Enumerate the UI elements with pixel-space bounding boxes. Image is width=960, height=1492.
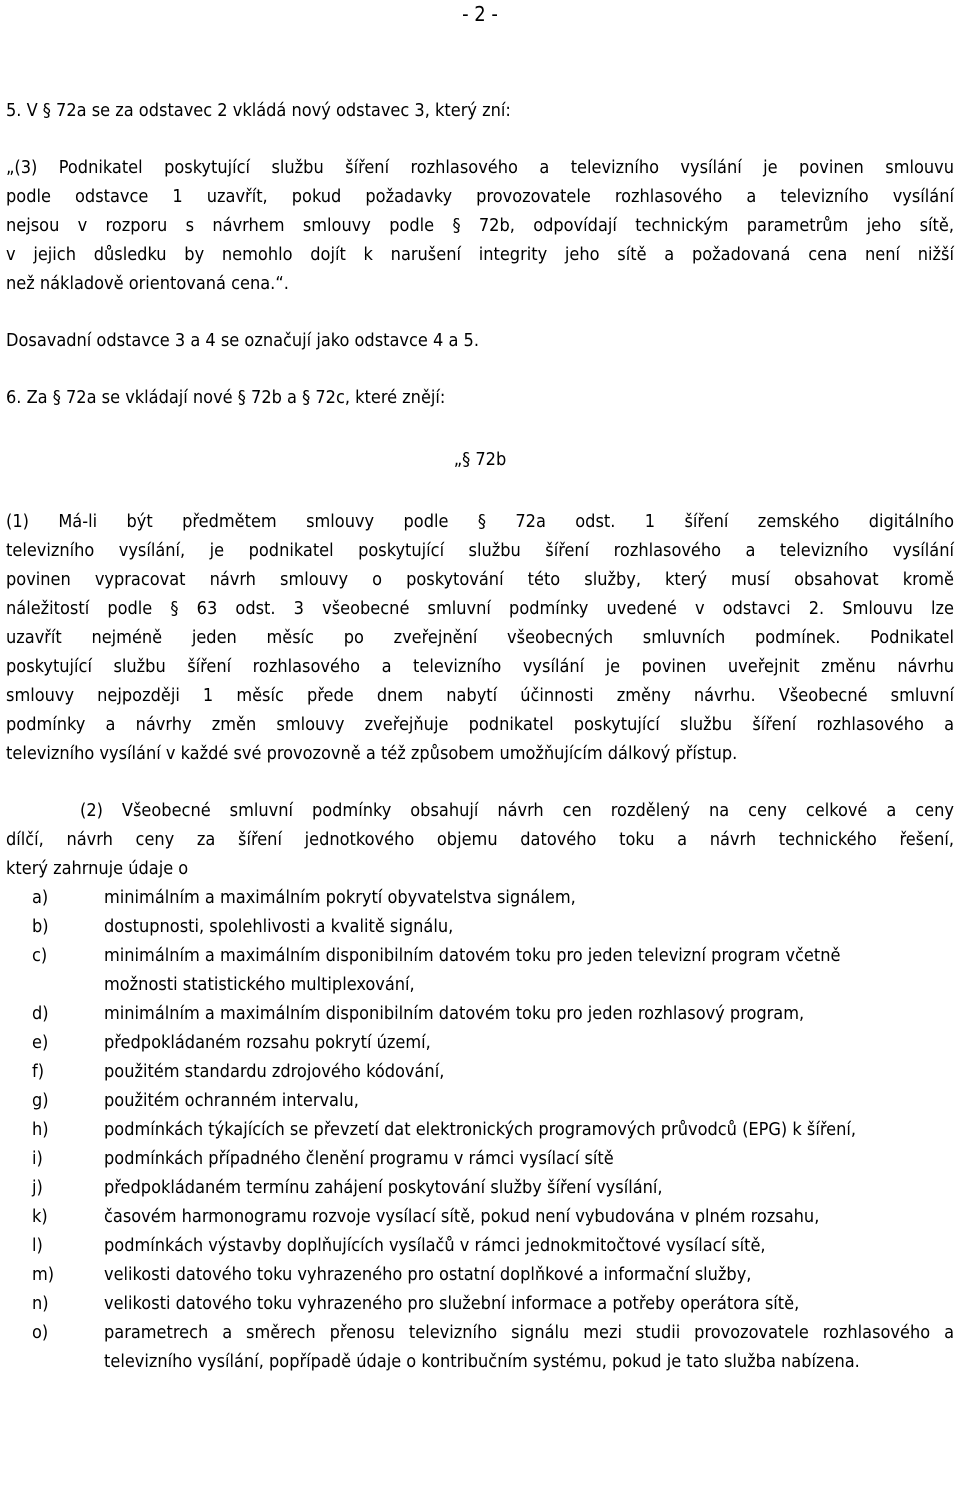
text-line: který zahrnuje údaje o (6, 858, 189, 879)
point5-paragraph (6, 153, 954, 298)
text-line: dílčí, návrh ceny za šíření jednotkového objemu datového toku a návrh technického řešení, (6, 829, 954, 850)
list-item: k) časovém harmonogramu rozvoje vysílací sítě, pokud není vybudována v plném rozsahu, (32, 1206, 820, 1227)
text-line: náležitostí podle § 63 odst. 3 všeobecné smluvní podmínky uvedené v odstavci 2. Smlouvu lze (6, 598, 954, 619)
list-item: a) minimálním a maximálním pokrytí obyvatelstva signálem, (32, 887, 576, 908)
list-item: e) předpokládaném rozsahu pokrytí území, (32, 1032, 431, 1053)
paragraph-2 (6, 796, 954, 883)
list-item: g) použitém ochranném intervalu, (32, 1090, 359, 1111)
list-item: i) podmínkách případného členění programu v rámci vysílací sítě (32, 1148, 614, 1169)
point5-heading: 5. V § 72a se za odstavec 2 vkládá nový odstavec 3, který zní: (6, 100, 511, 121)
list-item: n) velikosti datového toku vyhrazeného pro služební informace a potřeby operátora sítě, (32, 1293, 800, 1314)
list-item: b) dostupnosti, spolehlivosti a kvalitě signálu, (32, 916, 454, 937)
text-line: než nákladově orientovaná cena.“. (6, 273, 289, 294)
text-line: poskytující službu šíření rozhlasového a televizního vysílání je povinen uveřejnit změnu návrhu (6, 656, 954, 677)
text-line: televizního vysílání v každé své provozovně a též způsobem umožňujícím dálkový přístup. (6, 743, 738, 764)
text-line: televizního vysílání, je podnikatel poskytující službu šíření rozhlasového a televizního vysílání (6, 540, 954, 561)
text-line: v jejich důsledku by nemohlo dojít k narušení integrity jeho sítě a požadovaná cena není nižší (6, 244, 954, 265)
page-number: - 2 - (462, 2, 498, 26)
document-body (6, 96, 954, 1376)
list-item: d) minimálním a maximálním disponibilním datovém toku pro jeden rozhlasový program, (32, 1003, 805, 1024)
text-line: (1) Má-li být předmětem smlouvy podle § 72a odst. 1 šíření zemského digitálního (6, 511, 954, 532)
paragraph-1 (6, 507, 954, 768)
section-title: „§ 72b (453, 449, 507, 470)
renumber-note: Dosavadní odstavce 3 a 4 se označují jako odstavce 4 a 5. (6, 330, 479, 351)
text-line: podle odstavce 1 uzavřít, pokud požadavky provozovatele rozhlasového a televizního vysílání (6, 186, 954, 207)
text-line: podmínky a návrhy změn smlouvy zveřejňuje podnikatel poskytující službu šíření rozhlasového a (6, 714, 954, 735)
text-line: „(3) Podnikatel poskytující službu šíření rozhlasového a televizního vysílání je povinen smlouvu (6, 157, 954, 178)
text-line: nejsou v rozporu s návrhem smlouvy podle § 72b, odpovídají technickým parametrům jeho sítě, (6, 215, 954, 236)
list-item: l) podmínkách výstavby doplňujících vysílačů v rámci jednokmitočtové vysílací sítě, (32, 1235, 766, 1256)
list-item: o) parametrech a směrech přenosu televizního signálu mezi studii provozovatele rozhlasového a televizního vysílání, popřípadě údaje o kontribučním systému, pokud je tato služba nabízena. (32, 1322, 954, 1372)
text-line: uzavřít nejméně jeden měsíc po zveřejnění všeobecných smluvních podmínek. Podnikatel (6, 627, 954, 648)
list-item: c) minimálním a maximálním disponibilním datovém toku pro jeden televizní program včetně možnosti statistického multiplexování, (32, 945, 841, 995)
list-item: f) použitém standardu zdrojového kódování, (32, 1061, 445, 1082)
list-item: j) předpokládaném termínu zahájení poskytování služby šíření vysílání, (32, 1177, 663, 1198)
list-item: m) velikosti datového toku vyhrazeného pro ostatní doplňkové a informační služby, (32, 1264, 752, 1285)
text-line: smlouvy nejpozději 1 měsíc přede dnem nabytí účinnosti změny návrhu. Všeobecné smluvní (6, 685, 954, 706)
list-item: h) podmínkách týkajících se převzetí dat elektronických programových průvodců (EPG) k šíření, (32, 1119, 856, 1140)
item-list (6, 883, 954, 1376)
text-line: (2) Všeobecné smluvní podmínky obsahují návrh cen rozdělený na ceny celkové a ceny (80, 800, 954, 821)
text-line: povinen vypracovat návrh smlouvy o poskytování této služby, který musí obsahovat kromě (6, 569, 954, 590)
point6-heading: 6. Za § 72a se vkládají nové § 72b a § 72c, které znějí: (6, 387, 446, 408)
